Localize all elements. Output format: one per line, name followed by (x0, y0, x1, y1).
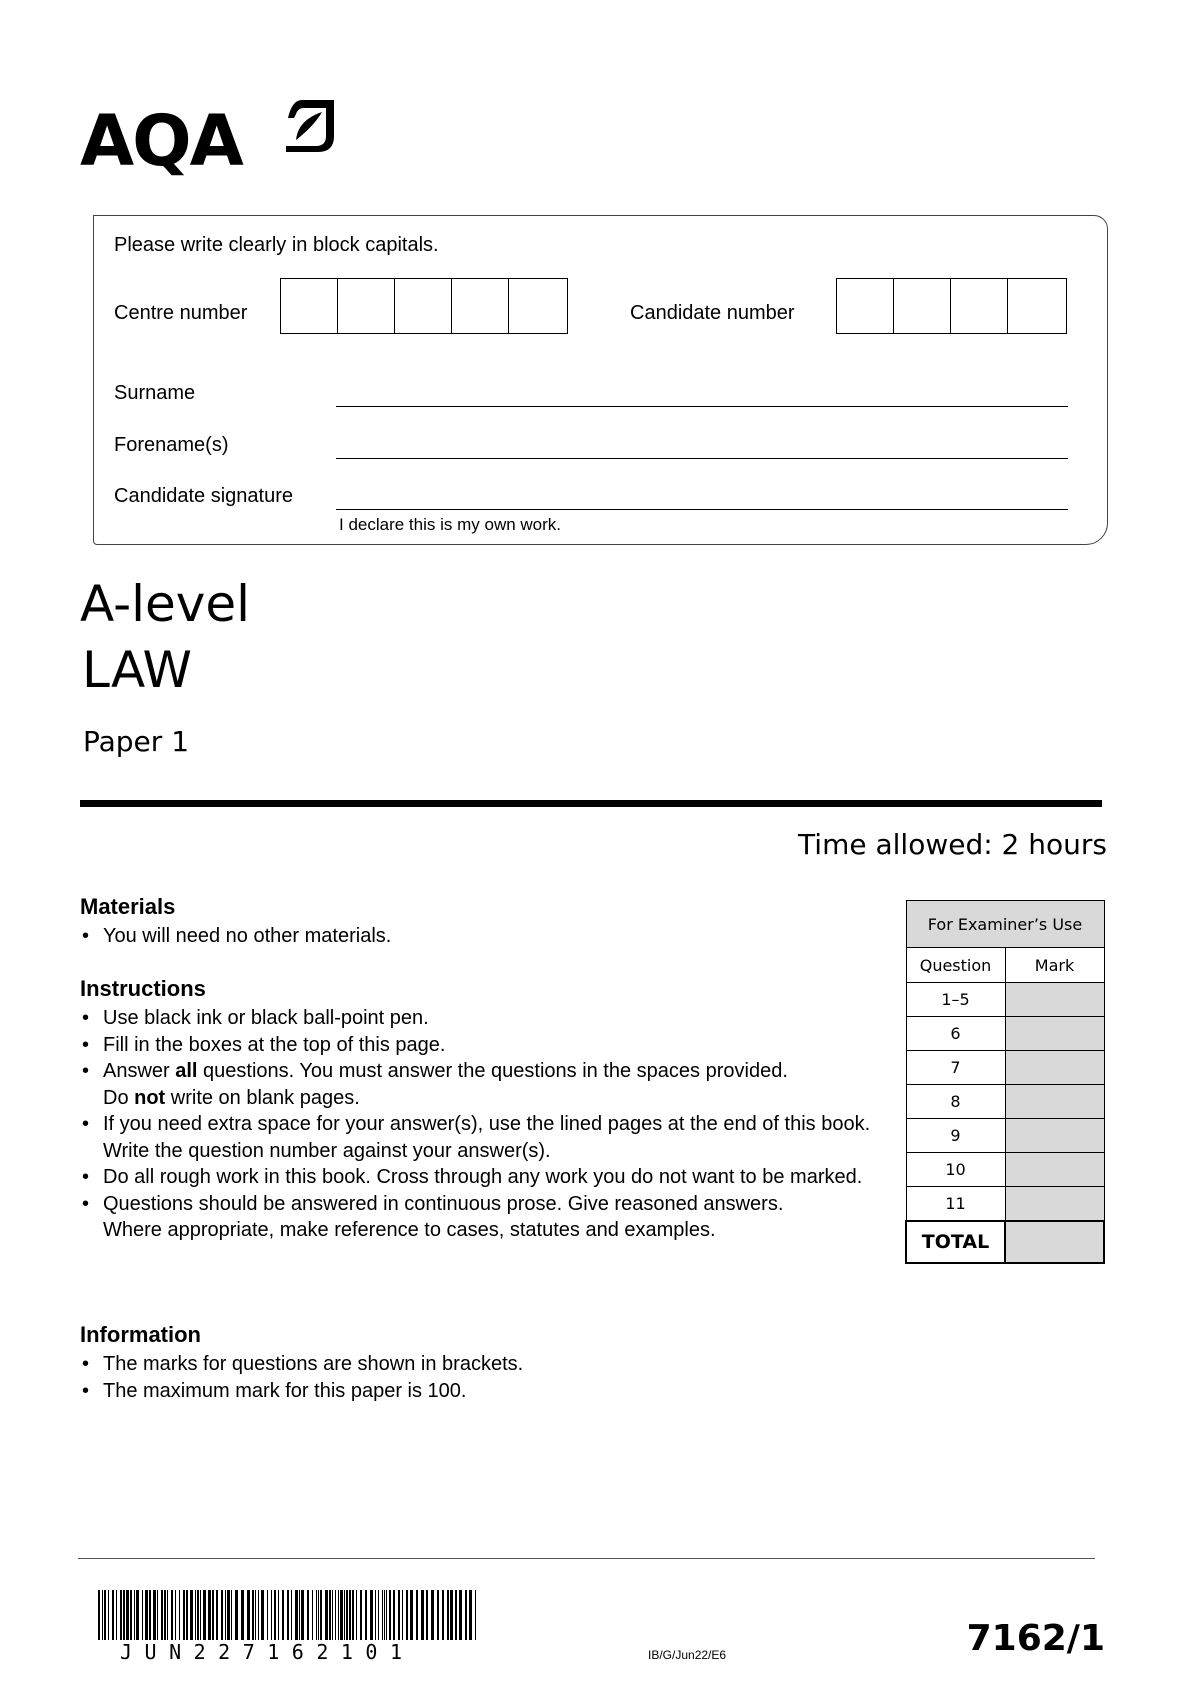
centre-number-cell[interactable] (452, 279, 509, 333)
candidate-number-cell[interactable] (894, 279, 951, 333)
candidate-number-cell[interactable] (1008, 279, 1065, 333)
exam-level: A-level (80, 575, 251, 633)
list-item: • Questions should be answered in continuous prose. Give reasoned answers. Where appropriate, make reference to cases, statutes and examples. (82, 1192, 784, 1241)
question-cell: 11 (906, 1187, 1005, 1222)
question-cell: 8 (906, 1085, 1005, 1119)
exam-paper: Paper 1 (83, 725, 190, 758)
list-item: • Do all rough work in this book. Cross through any work you do not want to be marked. (82, 1166, 863, 1188)
candidate-number-label: Candidate number (630, 302, 795, 324)
mark-cell[interactable] (1005, 1051, 1104, 1085)
candidate-number-cell[interactable] (951, 279, 1008, 333)
table-row (906, 1187, 1104, 1222)
total-row (906, 1221, 1104, 1263)
logo-text: AQA (80, 100, 242, 182)
list-item: • Answer all questions. You must answer the questions in the spaces provided. Do not write on blank pages. (82, 1060, 788, 1109)
centre-number-cell[interactable] (395, 279, 452, 333)
mark-cell[interactable] (1005, 983, 1104, 1017)
examiner-table-title: For Examiner’s Use (906, 901, 1104, 948)
question-cell: 10 (906, 1153, 1005, 1187)
surname-line[interactable] (336, 406, 1068, 407)
declaration-text: I declare this is my own work. (339, 515, 562, 534)
question-cell: 6 (906, 1017, 1005, 1051)
exam-subject: LAW (82, 641, 192, 699)
examiner-use-table (905, 900, 1105, 1264)
instructions-heading: Instructions (80, 976, 206, 1001)
list-item: • Use black ink or black ball-point pen. (82, 1007, 429, 1029)
list-item: • The maximum mark for this paper is 100. (82, 1379, 467, 1402)
centre-number-label: Centre number (114, 302, 248, 324)
title-divider (80, 800, 1102, 807)
total-mark-cell[interactable] (1005, 1221, 1104, 1263)
list-item: • If you need extra space for your answer(s), use the lined pages at the end of this book. Write the question number against your answer(s). (82, 1113, 871, 1162)
aqa-leaf-icon (280, 96, 340, 156)
block-capitals-instruction: Please write clearly in block capitals. (114, 234, 439, 256)
materials-heading: Materials (80, 894, 176, 919)
question-cell: 7 (906, 1051, 1005, 1085)
forename-label: Forename(s) (114, 434, 229, 456)
mark-cell[interactable] (1005, 1119, 1104, 1153)
mark-cell[interactable] (1005, 1085, 1104, 1119)
question-column-header: Question (906, 948, 1005, 983)
materials-section (80, 893, 880, 950)
table-row (906, 1051, 1104, 1085)
table-row (906, 983, 1104, 1017)
table-row (906, 1119, 1104, 1153)
footer-divider (78, 1558, 1095, 1559)
mark-cell[interactable] (1005, 1017, 1104, 1051)
paper-code: 7162/1 (966, 1618, 1105, 1659)
signature-line[interactable] (336, 509, 1068, 510)
information-section (80, 1321, 880, 1404)
surname-label: Surname (114, 382, 196, 404)
list-item: • You will need no other materials. (82, 925, 392, 947)
mark-cell[interactable] (1005, 1153, 1104, 1187)
question-cell: 1–5 (906, 983, 1005, 1017)
question-cell: 9 (906, 1119, 1005, 1153)
centre-number-boxes[interactable] (280, 278, 568, 334)
forename-line[interactable] (336, 458, 1068, 459)
mark-cell[interactable] (1005, 1187, 1104, 1222)
aqa-logo (80, 96, 340, 186)
table-row (906, 1085, 1104, 1119)
paper-reference: IB/G/Jun22/E6 (648, 1648, 727, 1662)
candidate-number-boxes[interactable] (836, 278, 1067, 334)
time-allowed: Time allowed: 2 hours (798, 828, 1107, 861)
table-row (906, 1153, 1104, 1187)
centre-number-cell[interactable] (281, 279, 338, 333)
centre-number-cell[interactable] (509, 279, 566, 333)
centre-number-cell[interactable] (338, 279, 395, 333)
candidate-details-box (93, 215, 1108, 545)
information-heading: Information (80, 1322, 201, 1347)
signature-label: Candidate signature (114, 485, 294, 507)
instructions-section (80, 975, 880, 1244)
list-item: • Fill in the boxes at the top of this page. (82, 1033, 446, 1056)
candidate-number-cell[interactable] (837, 279, 894, 333)
barcode-digits: JUN227162101 (120, 1640, 415, 1664)
barcode-icon (98, 1590, 480, 1640)
table-row (906, 1017, 1104, 1051)
total-label: TOTAL (906, 1221, 1005, 1263)
mark-column-header: Mark (1005, 948, 1104, 983)
list-item: • The marks for questions are shown in brackets. (82, 1353, 524, 1375)
